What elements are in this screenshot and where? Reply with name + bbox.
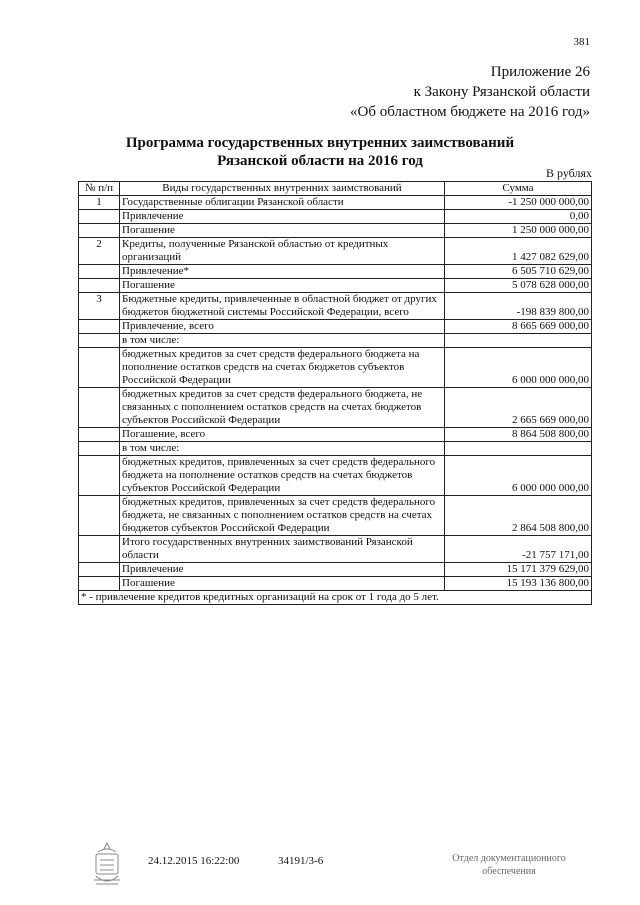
row-number: 1 — [79, 196, 120, 210]
row-number — [79, 577, 120, 591]
row-number — [79, 563, 120, 577]
currency-note: В рублях — [545, 166, 592, 180]
row-description: Привлечение — [120, 563, 445, 577]
table-header-row — [79, 182, 592, 196]
row-number: 3 — [79, 293, 120, 320]
table-row — [79, 388, 592, 428]
footer-date: 24.12.2015 16:22:00 — [148, 855, 240, 867]
table-row — [79, 196, 592, 210]
table-row — [79, 428, 592, 442]
row-amount: 8 864 508 800,00 — [445, 428, 592, 442]
row-number — [79, 536, 120, 563]
row-number — [79, 224, 120, 238]
row-amount: 6 505 710 629,00 — [445, 265, 592, 279]
table-row — [79, 348, 592, 388]
row-amount: -21 757 171,00 — [445, 536, 592, 563]
row-number — [79, 210, 120, 224]
appendix-header — [350, 62, 590, 122]
table-row — [79, 279, 592, 293]
document-title — [0, 134, 640, 170]
table-row — [79, 320, 592, 334]
row-amount — [445, 442, 592, 456]
row-number — [79, 334, 120, 348]
header-amount: Сумма — [445, 182, 592, 196]
row-number — [79, 279, 120, 293]
department-stamp: Отдел документационного обеспечения — [452, 853, 566, 877]
row-amount: 1 427 082 629,00 — [445, 238, 592, 265]
row-description: бюджетных кредитов, привлеченных за счет средств федерального бюджета на пополнение остатков средств на счетах бюджетов субъектов Российской Федерации — [120, 456, 445, 496]
row-amount: 8 665 669 000,00 — [445, 320, 592, 334]
appendix-line-1: Приложение 26 — [490, 64, 590, 80]
row-amount: 1 250 000 000,00 — [445, 224, 592, 238]
row-amount: 2 864 508 800,00 — [445, 496, 592, 536]
footnote-row — [79, 591, 592, 605]
row-description: Бюджетные кредиты, привлеченные в областной бюджет от других бюджетов бюджетной системы Российской Федерации, всего — [120, 293, 445, 320]
row-number — [79, 442, 120, 456]
table-row — [79, 577, 592, 591]
table-row — [79, 563, 592, 577]
row-number — [79, 456, 120, 496]
row-amount: 15 171 379 629,00 — [445, 563, 592, 577]
title-line-1: Программа государственных внутренних заимствований — [125, 135, 515, 151]
row-number — [79, 388, 120, 428]
row-amount: 15 193 136 800,00 — [445, 577, 592, 591]
table-row — [79, 265, 592, 279]
coat-of-arms-icon — [90, 840, 124, 888]
page-number: 381 — [573, 36, 590, 48]
table-row — [79, 456, 592, 496]
row-number — [79, 428, 120, 442]
row-amount: 2 665 669 000,00 — [445, 388, 592, 428]
row-description: Привлечение, всего — [120, 320, 445, 334]
row-description: в том числе: — [120, 442, 445, 456]
row-description: Погашение — [120, 279, 445, 293]
row-amount: -198 839 800,00 — [445, 293, 592, 320]
table-row — [79, 293, 592, 320]
table-row — [79, 238, 592, 265]
row-amount — [445, 334, 592, 348]
title-line-2: Рязанской области на 2016 год — [217, 153, 423, 169]
row-amount: -1 250 000 000,00 — [445, 196, 592, 210]
row-description: Погашение, всего — [120, 428, 445, 442]
table-row — [79, 536, 592, 563]
row-description: Кредиты, полученные Рязанской областью от кредитных организаций — [120, 238, 445, 265]
table-body — [79, 196, 592, 591]
row-description: в том числе: — [120, 334, 445, 348]
appendix-line-2: к Закону Рязанской области — [413, 84, 590, 100]
borrowing-table — [78, 181, 592, 605]
row-description: Погашение — [120, 224, 445, 238]
row-amount: 5 078 628 000,00 — [445, 279, 592, 293]
row-number — [79, 496, 120, 536]
row-amount: 6 000 000 000,00 — [445, 348, 592, 388]
row-number — [79, 348, 120, 388]
row-description: Погашение — [120, 577, 445, 591]
row-number — [79, 265, 120, 279]
table-row — [79, 224, 592, 238]
row-number — [79, 320, 120, 334]
table-row — [79, 442, 592, 456]
row-description: бюджетных кредитов за счет средств федерального бюджета, не связанных с пополнением остатков средств на счетах бюджетов субъектов Российской Федерации — [120, 388, 445, 428]
table-row — [79, 210, 592, 224]
row-description: Государственные облигации Рязанской области — [120, 196, 445, 210]
table-row — [79, 496, 592, 536]
row-description: бюджетных кредитов за счет средств федерального бюджета на пополнение остатков средств на счетах бюджетов субъектов Российской Федерации — [120, 348, 445, 388]
row-number: 2 — [79, 238, 120, 265]
row-description: Привлечение — [120, 210, 445, 224]
footer-doc-number: 34191/3-6 — [278, 855, 324, 867]
row-description: Привлечение* — [120, 265, 445, 279]
row-amount: 0,00 — [445, 210, 592, 224]
header-description: Виды государственных внутренних заимствований — [120, 182, 445, 196]
row-description: бюджетных кредитов, привлеченных за счет средств федерального бюджета, не связанных с пополнением остатков средств на счетах бюджетов субъектов Российской Федерации — [120, 496, 445, 536]
table-row — [79, 334, 592, 348]
footnote: * - привлечение кредитов кредитных организаций на срок от 1 года до 5 лет. — [79, 591, 592, 605]
appendix-line-3: «Об областном бюджете на 2016 год» — [350, 104, 590, 120]
row-description: Итого государственных внутренних заимствований Рязанской области — [120, 536, 445, 563]
row-amount: 6 000 000 000,00 — [445, 456, 592, 496]
header-number: № п/п — [79, 182, 120, 196]
